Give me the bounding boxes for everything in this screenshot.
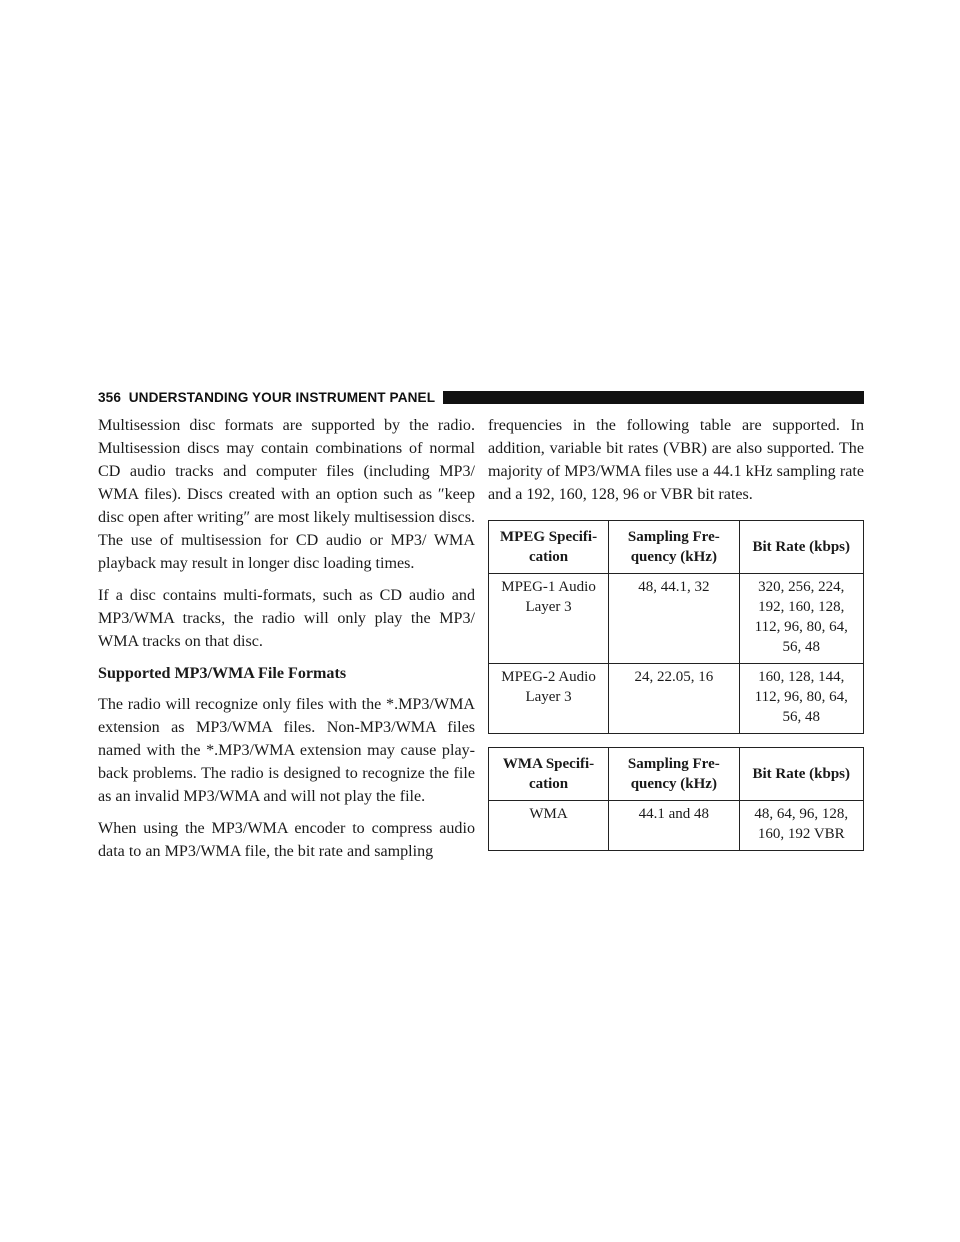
table-cell: 44.1 and 48 [609, 801, 739, 851]
multi-format-paragraph: If a disc contains multi-formats, such as CD audio and MP3/WMA tracks, the radio will only play the MP3/ WMA tracks on that disc. [98, 587, 475, 650]
table-cell: MPEG-2 Audio Layer 3 [489, 664, 609, 734]
table-cell: 320, 256, 224, 192, 160, 128, 112, 96, 80, 64, 56, 48 [739, 574, 863, 664]
section-heading: Supported MP3/WMA File Formats [98, 665, 347, 682]
table-row [489, 574, 864, 664]
table-header-row [489, 521, 864, 574]
table-row [489, 664, 864, 734]
table-header-cell: WMA Specifi-cation [489, 748, 609, 801]
table-cell: 160, 128, 144, 112, 96, 80, 64, 56, 48 [739, 664, 863, 734]
table-cell: WMA [489, 801, 609, 851]
table-cell: 48, 44.1, 32 [609, 574, 739, 664]
table-header-cell: MPEG Specifi-cation [489, 521, 609, 574]
wma-spec-table [488, 747, 864, 851]
table-cell: 24, 22.05, 16 [609, 664, 739, 734]
page-header-text [98, 390, 435, 405]
table-header-cell: Bit Rate (kbps) [739, 748, 863, 801]
frequencies-paragraph: frequencies in the following table are supported. In addition, variable bit rates (VBR) are also supported. The majority of MP3/WMA files use a 44.1 kHz sampling rate and a 192, 160, 128, 96 or VBR bit rates. [488, 417, 864, 503]
table-header-cell: Sampling Fre-quency (kHz) [609, 521, 739, 574]
extension-paragraph: The radio will recognize only files with the *.MP3/WMA extension as MP3/WMA files. Non-MP3/WMA files named with the *.MP3/WMA extension may cause play-back problems. The radio is designed to recognize the file as an invalid MP3/WMA and will not play the file. [98, 696, 475, 805]
mpeg-spec-table [488, 520, 864, 734]
encoder-paragraph: When using the MP3/WMA encoder to compress audio data to an MP3/WMA file, the bit rate and sampling [98, 820, 475, 860]
multisession-paragraph: Multisession disc formats are supported by the radio. Multisession discs may contain combinations of normal CD audio tracks and computer files (including MP3/ WMA files). Discs created with an option such as ″keep disc open after writing″ are most likely multisession discs. The use of multisession for CD audio or MP3/ WMA playback may result in longer disc loading times. [98, 417, 475, 572]
header-rule-bar [443, 391, 864, 404]
table-row [489, 801, 864, 851]
table-cell: MPEG-1 Audio Layer 3 [489, 574, 609, 664]
table-header-cell: Sampling Fre-quency (kHz) [609, 748, 739, 801]
page-number: 356 [98, 389, 121, 405]
section-title: UNDERSTANDING YOUR INSTRUMENT PANEL [128, 389, 436, 405]
left-column [98, 414, 475, 872]
table-header-cell: Bit Rate (kbps) [739, 521, 863, 574]
table-cell: 48, 64, 96, 128, 160, 192 VBR [739, 801, 863, 851]
page-header [98, 386, 864, 408]
right-column [488, 414, 864, 851]
table-header-row [489, 748, 864, 801]
